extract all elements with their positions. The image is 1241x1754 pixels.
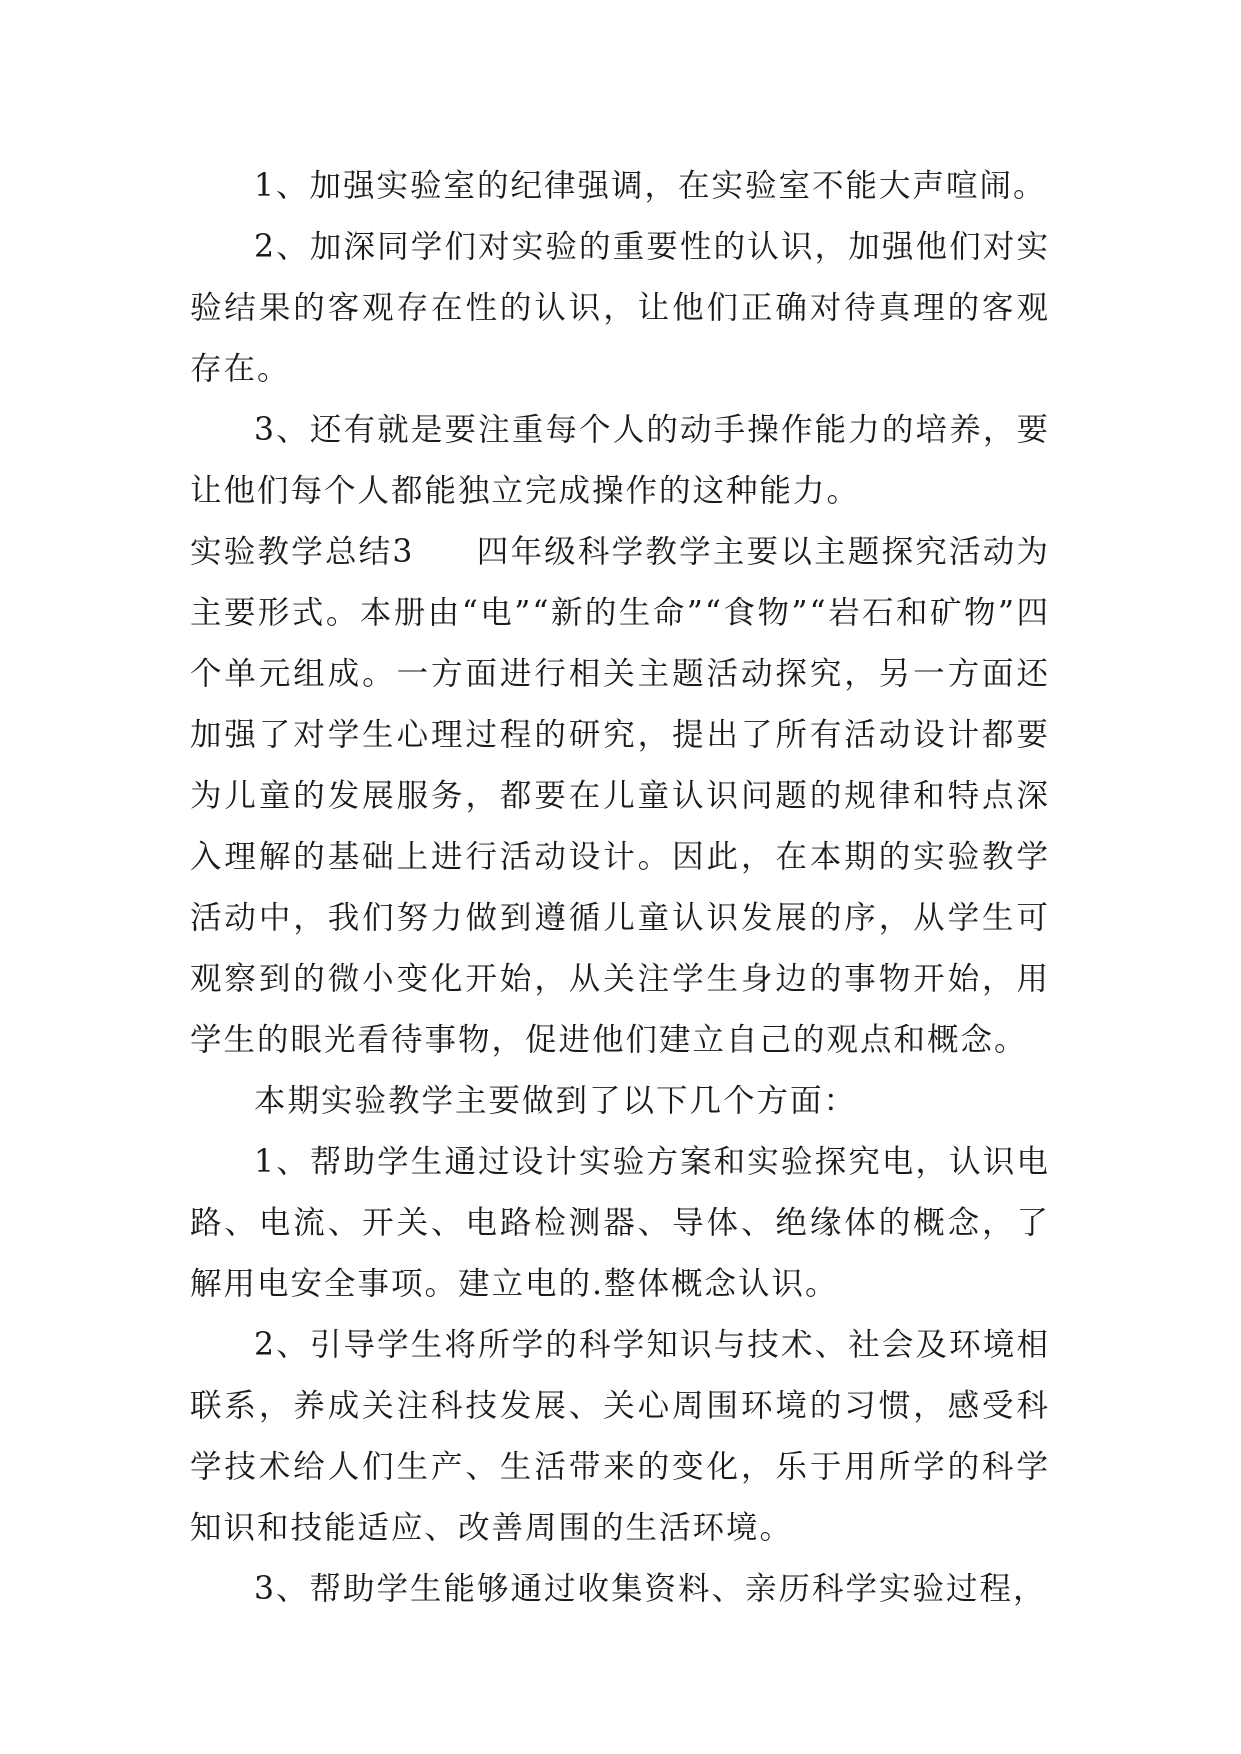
paragraph-science-society: 2、引导学生将所学的科学知识与技术、社会及环境相联系，养成关注科技发展、关心周围环境的习惯，感受科学技术给人们生产、生活带来的变化，乐于用所学的科学知识和技能适应、改善周围的生活环境。	[190, 1327, 1050, 1546]
paragraph-research-skills: 3、帮助学生能够通过收集资料、亲历科学实验过程，	[254, 1571, 1047, 1607]
paragraph-discipline: 1、加强实验室的纪律强调，在实验室不能大声喧闹。	[254, 168, 1047, 204]
document-body	[190, 156, 1050, 1620]
section-heading: 实验教学总结3	[190, 534, 415, 570]
paragraph-summary-3	[190, 522, 1050, 1071]
paragraph-aspects-intro: 本期实验教学主要做到了以下几个方面：	[254, 1083, 858, 1119]
paragraph-electricity: 1、帮助学生通过设计实验方案和实验探究电，认识电路、电流、开关、电路检测器、导体、绝缘体的概念，了解用电安全事项。建立电的.整体概念认识。	[190, 1144, 1050, 1302]
paragraph-hands-on: 3、还有就是要注重每个人的动手操作能力的培养，要让他们每个人都能独立完成操作的这种能力。	[190, 412, 1050, 509]
section-intro-text: 四年级科学教学主要以主题探究活动为主要形式。本册由“电”“新的生命”“食物”“岩石和矿物”四个单元组成。一方面进行相关主题活动探究，另一方面还加强了对学生心理过程的研究，提出了所有活动设计都要为儿童的发展服务，都要在儿童认识问题的规律和特点深入理解的基础上进行活动设计。因此，在本期的实验教学活动中，我们努力做到遵循儿童认识发展的序，从学生可观察到的微小变化开始，从关注学生身边的事物开始，用学生的眼光看待事物，促进他们建立自己的观点和概念。	[190, 534, 1050, 1058]
paragraph-importance: 2、加深同学们对实验的重要性的认识，加强他们对实验结果的客观存在性的认识，让他们正确对待真理的客观存在。	[190, 229, 1050, 387]
